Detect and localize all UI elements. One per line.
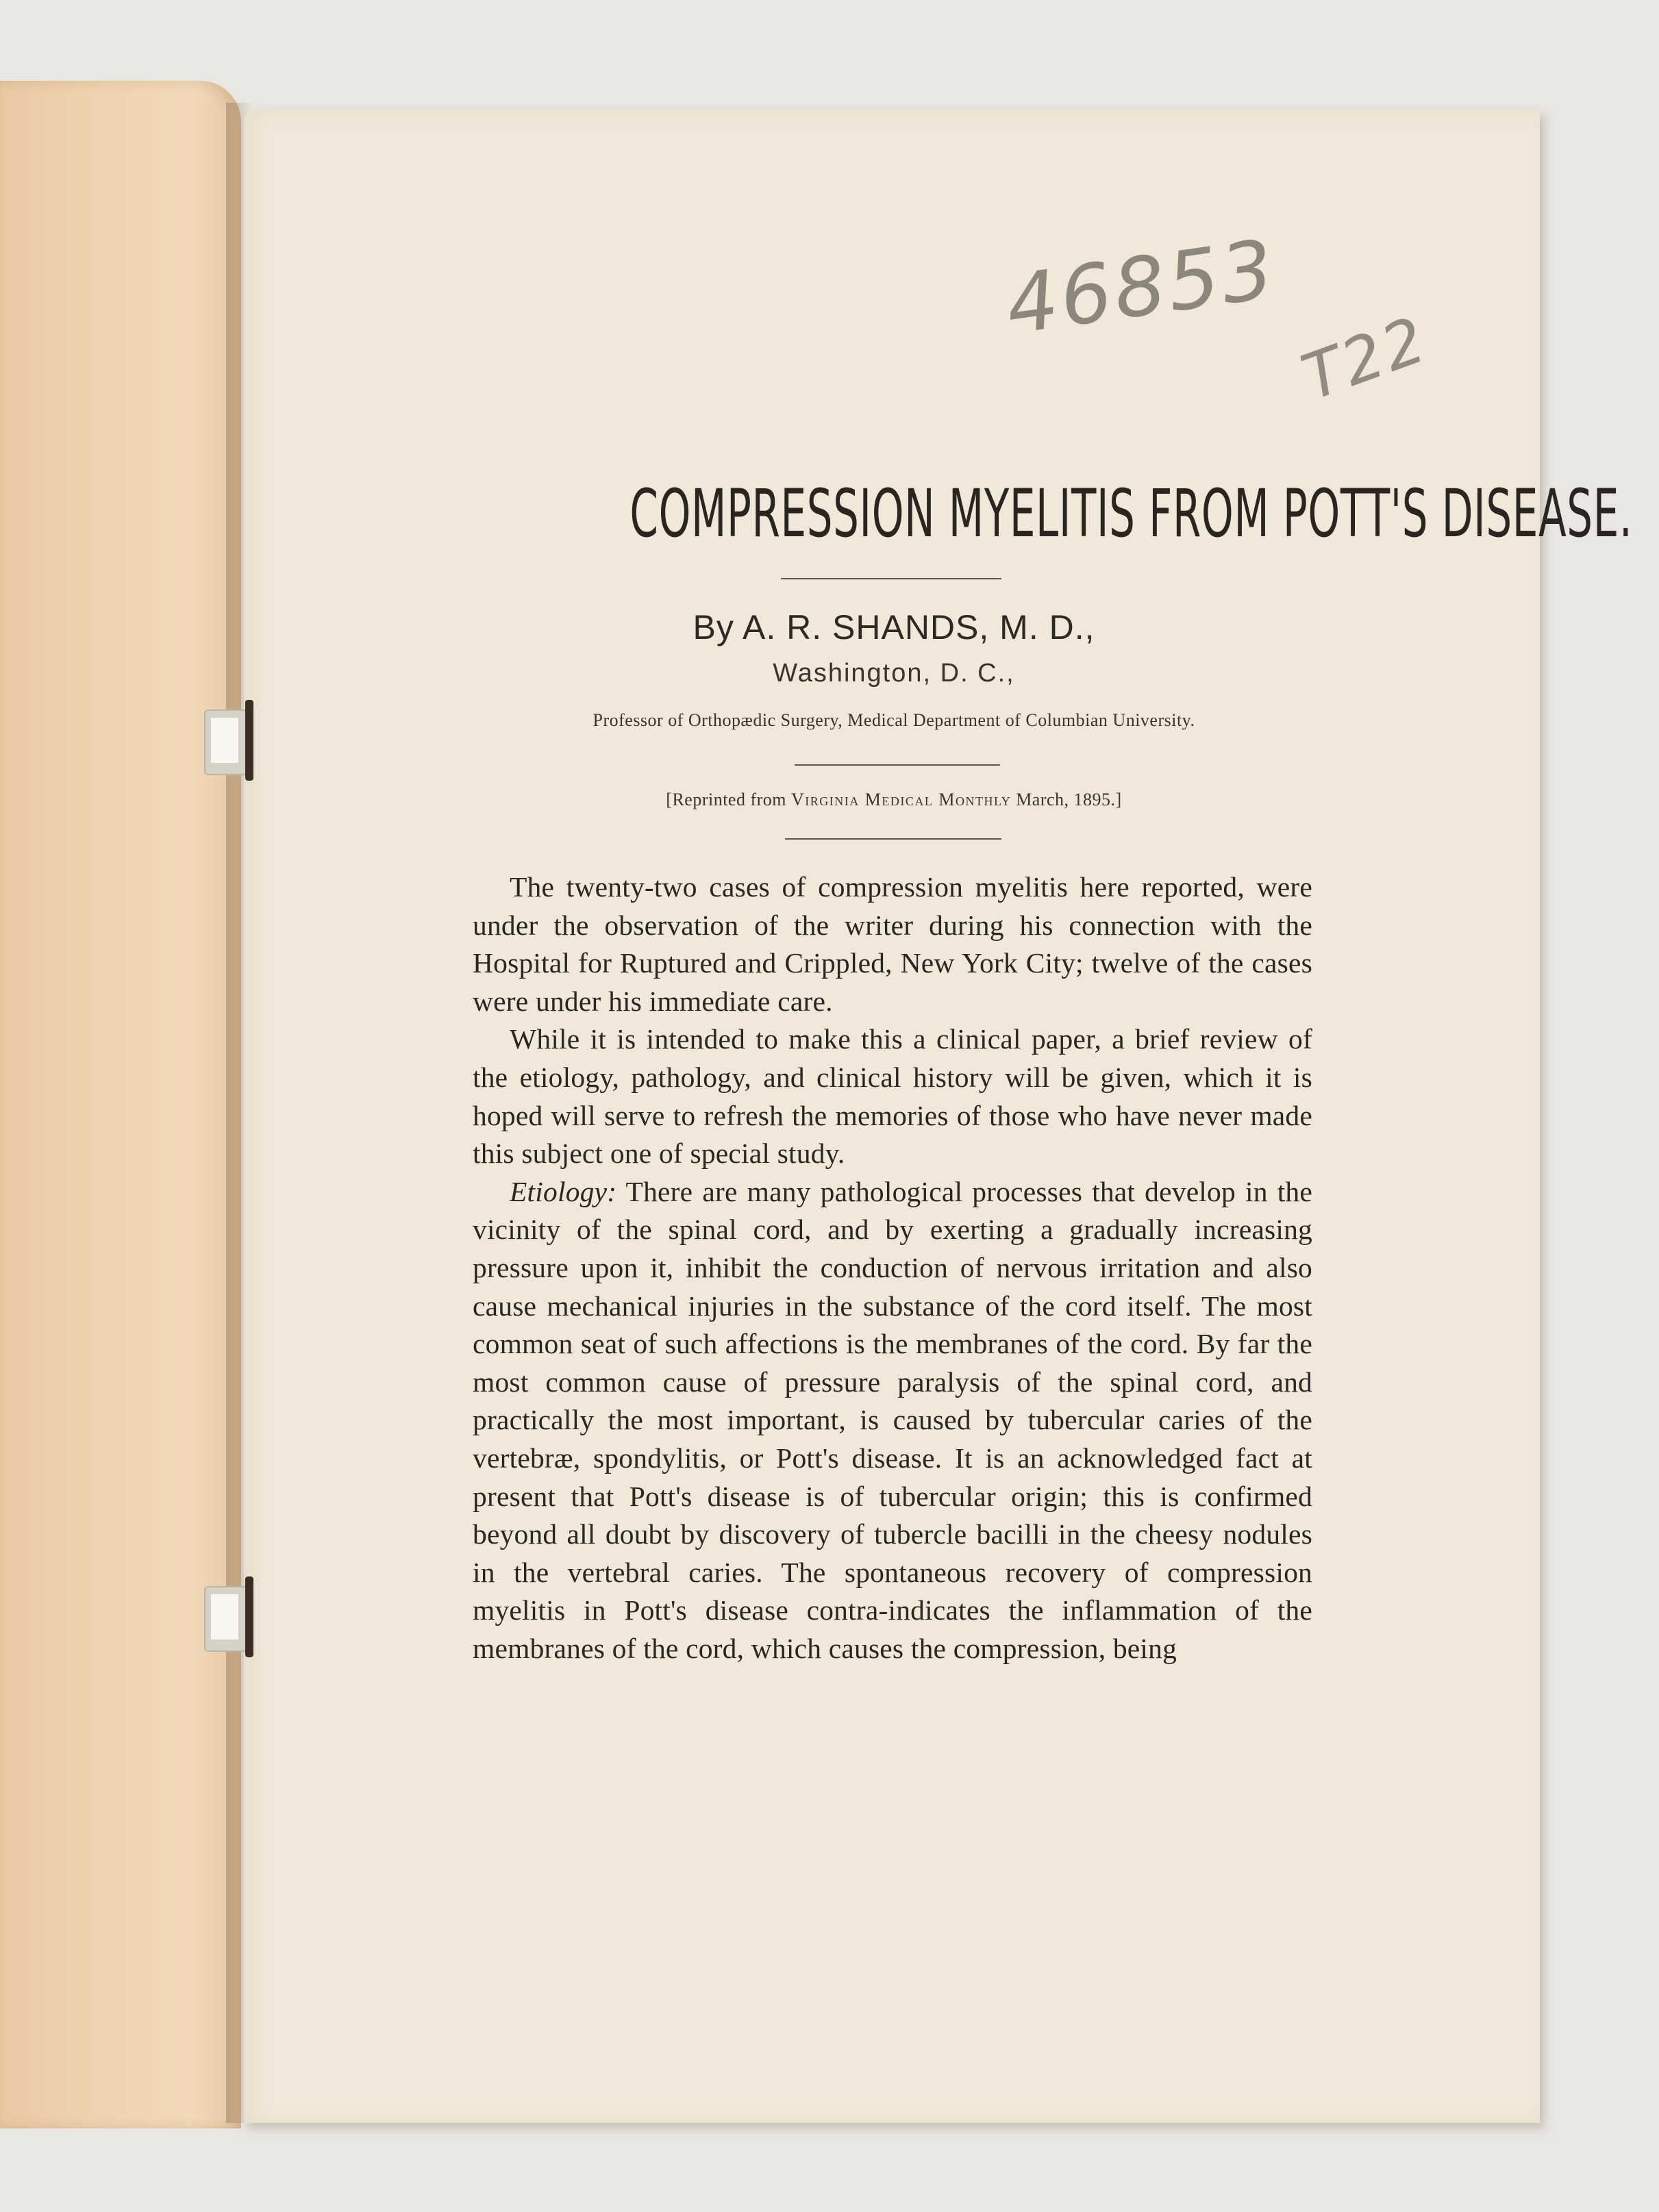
handwritten-catalog-number: 46853 bbox=[1000, 221, 1282, 353]
reprint-rule bbox=[785, 838, 1001, 840]
staple-bottom bbox=[204, 1576, 252, 1657]
author-location: Washington, D. C., bbox=[773, 659, 1015, 688]
paragraph-intro: The twenty-two cases of compression myelitis here reported, were under the observation of the writer during his connection with the Hospital for Ruptured and Crippled, New York City; twelve of the cases were under his immediate care. bbox=[473, 871, 1312, 1017]
article-title: COMPRESSION MYELITIS FROM POTT'S DISEASE. bbox=[629, 475, 1633, 552]
reprint-prefix: [Reprinted from bbox=[666, 790, 787, 809]
author-byline: By A. R. SHANDS, M. D., bbox=[693, 608, 1095, 646]
handwritten-code: T22 bbox=[1293, 302, 1437, 415]
reprint-journal: Virginia Medical Monthly bbox=[791, 790, 1012, 809]
previous-page bbox=[0, 81, 241, 2128]
reprint-note bbox=[479, 788, 1308, 812]
staple-bar bbox=[245, 700, 253, 781]
paragraph-etiology bbox=[473, 1173, 1312, 1668]
staple-hole bbox=[211, 718, 238, 763]
staple-hole bbox=[211, 1594, 238, 1639]
reprint-date: March, 1895.] bbox=[1016, 790, 1122, 809]
title-rule bbox=[781, 578, 1001, 579]
etiology-heading: Etiology: bbox=[510, 1175, 617, 1207]
article-body bbox=[473, 868, 1312, 1668]
staple-bar bbox=[245, 1576, 253, 1657]
author-affiliation: Professor of Orthopædic Surgery, Medical Department of Columbian University. bbox=[592, 710, 1195, 730]
staple-top bbox=[204, 700, 252, 781]
paragraph-purpose: While it is intended to make this a clinical paper, a brief review of the etiology, pathology, and clinical history will be given, which it is hoped will serve to refresh the memories of those who have never made this subject one of special study. bbox=[473, 1023, 1312, 1170]
affiliation-rule bbox=[795, 764, 1000, 766]
etiology-text: There are many pathological processes that develop in the vicinity of the spinal cord, and by exerting a gradually increasing pressure upon it, inhibit the conduction of nervous irritation and also cause mechanical injuries in the substance of the cord itself. The most common seat of such affections is the membranes of the cord. By far the most common cause of pressure paralysis of the spinal cord, and practically the most important, is caused by tubercular caries of the vertebræ, spondylitis, or Pott's disease. It is an acknowledged fact at present that Pott's disease is of tubercular origin; this is confirmed beyond all doubt by discovery of tubercle bacilli in the cheesy nodules in the vertebral caries. The spontaneous recovery of compression myelitis in Pott's disease contra-indicates the inflammation of the membranes of the cord, which causes the compression, being bbox=[473, 1175, 1312, 1664]
